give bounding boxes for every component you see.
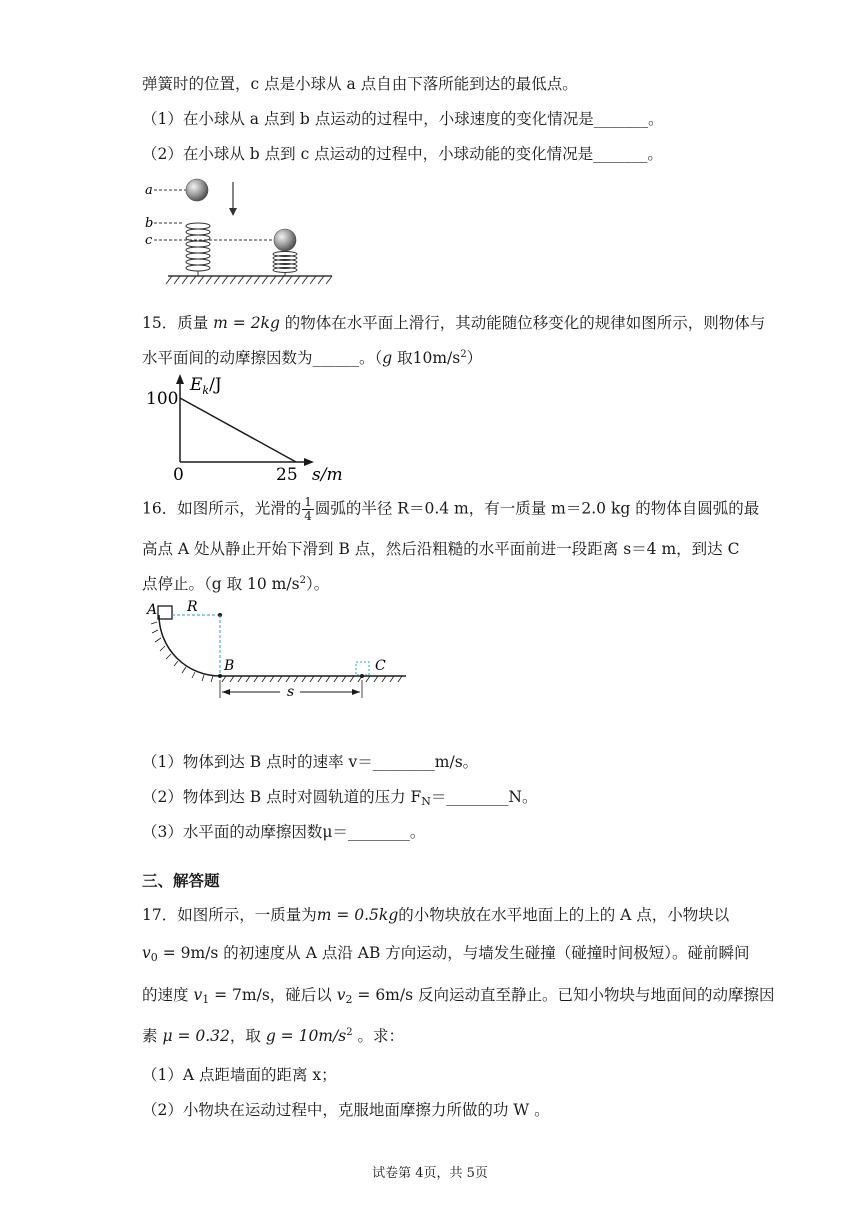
- p14-text-line: 弹簧时的位置，c 点是小球从 a 点自由下落所能到达的最低点。: [142, 75, 578, 93]
- ball-bottom: [274, 229, 296, 251]
- fraction-quarter: $\frac{1}{4}$: [304, 495, 312, 523]
- label-a: a: [145, 183, 153, 198]
- block-C: [356, 662, 369, 675]
- ball-top: [186, 179, 208, 201]
- origin-label: 0: [173, 465, 184, 484]
- arc-track-figure: [140, 598, 415, 708]
- p15-line-2: 水平面间的动摩擦因数为______。（g 取$10m/s^2$）: [142, 349, 483, 367]
- p16-line-1: 16．如图所示，光滑的 $\frac{1}{4}$ 圆弧的半径 R＝0.4 m，有一质量 m＝2.0 kg 的物体自圆弧的最: [142, 495, 760, 523]
- page-footer: 试卷第 4页，共 5页: [372, 1166, 488, 1181]
- xlabel: s/m: [312, 465, 343, 484]
- p17-line-3: 的速度 $v_1 = 7m/s$，碰后以 $v_2 = 6m/s$ 反向运动直至静止。已知小物块与地面间的动摩擦因: [142, 986, 775, 1006]
- spring-left: [186, 223, 210, 276]
- label-b: b: [145, 216, 154, 231]
- spring-right: [273, 252, 297, 277]
- svg-text:R: R: [187, 599, 198, 615]
- p16-line-2: 高点 A 处从静止开始下滑到 B 点，然后沿粗糙的水平面前进一段距离 s＝4 m，到达 C: [142, 540, 740, 558]
- p15-line-1: 15．质量 m = 2kg 的物体在水平面上滑行，其动能随位移变化的规律如图所示，则物体与: [142, 314, 766, 332]
- p16-question-3: （3）水平面的动摩擦因数μ＝________。: [142, 823, 426, 841]
- p16-line-3: 点停止。（g 取 10 $m/s^2$）。: [142, 575, 330, 593]
- y-tick-100: 100: [146, 389, 179, 409]
- x-tick-25: 25: [276, 465, 298, 484]
- svg-text:Ek/J: $E_k/J$: [190, 375, 222, 397]
- p14-question-1: （1）在小球从 a 点到 b 点运动的过程中，小球速度的变化情况是_______。: [142, 110, 664, 128]
- p17-line-1: 17．如图所示，一质量为m = 0.5kg的小物块放在水平地面上的上的 A 点，小物块以: [142, 906, 730, 924]
- svg-text:B: B: [224, 658, 235, 674]
- p16-question-2: （2）物体到达 B 点时对圆轨道的压力 $F_N=\_\_\_\_\_\_\_\_N$。: [142, 788, 538, 808]
- svg-text:s: s: [287, 684, 295, 700]
- arc-track: [159, 615, 220, 676]
- p16-question-1: （1）物体到达 B 点时的速率 v＝________m/s。: [142, 753, 479, 771]
- ek-line: [180, 398, 296, 462]
- ylabel: E: [190, 375, 203, 395]
- section-heading: 三、解答题: [142, 872, 220, 890]
- block-A: [158, 606, 172, 619]
- spring-ball-figure: [140, 172, 340, 294]
- svg-text:C: C: [375, 658, 386, 674]
- p17-question-1: （1）A 点距墙面的距离 x；: [142, 1066, 337, 1084]
- p14-question-2: （2）在小球从 b 点到 c 点运动的过程中，小球动能的变化情况是_______。: [142, 145, 663, 163]
- label-c: c: [145, 233, 153, 248]
- svg-text:A: A: [147, 602, 158, 618]
- ek-s-graph: [140, 372, 360, 484]
- p17-line-4: 素 μ = 0.32，取 $g = 10m/s^2$ 。求：: [142, 1027, 404, 1045]
- p17-question-2: （2）小物块在运动过程中，克服地面摩擦力所做的功 W 。: [142, 1101, 550, 1119]
- p17-line-2: $v_0 = 9m/s$ 的初速度从 A 点沿 AB 方向运动，与墙发生碰撞（碰撞时间极短）。碰前瞬间: [142, 944, 750, 964]
